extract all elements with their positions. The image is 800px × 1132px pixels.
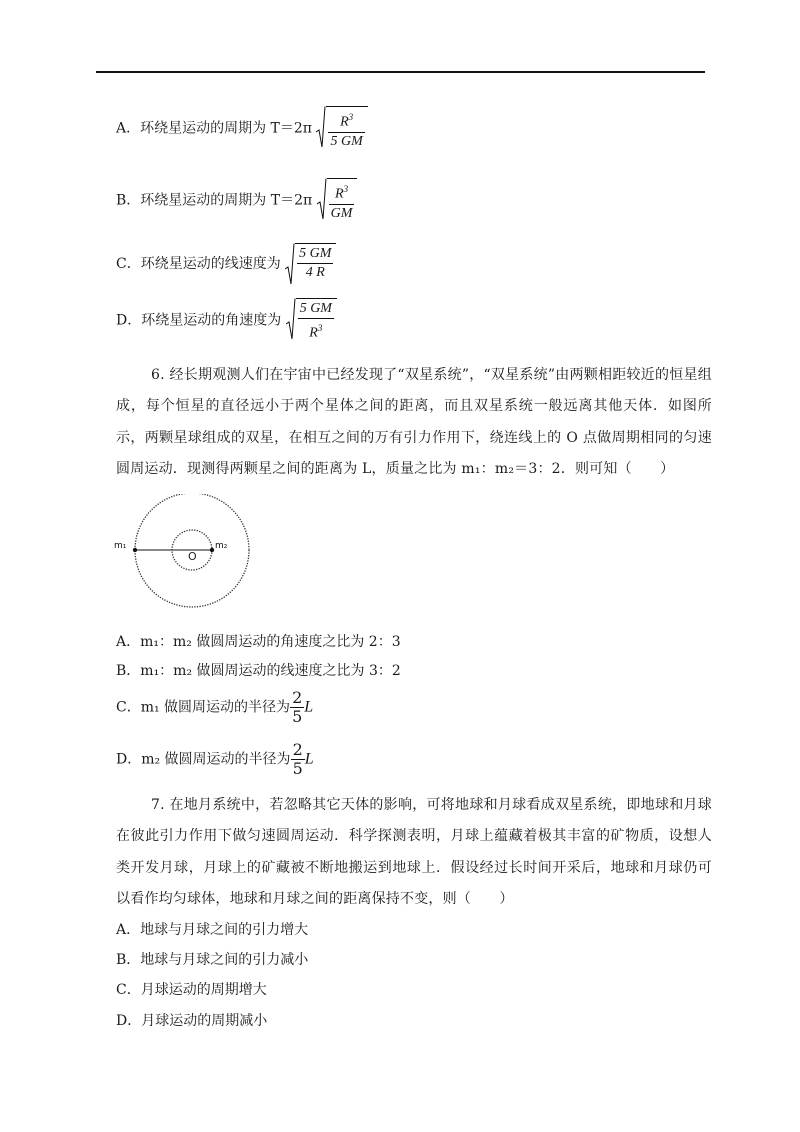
q6-option-d-label: D．m₂ 做圆周运动的半径为 [116, 751, 291, 768]
q5-option-d-label: D．环绕星运动的角速度为 [116, 312, 282, 329]
q6-option-b: B．m₁：m₂ 做圆周运动的线速度之比为 3：2 [116, 663, 401, 679]
fraction-numerator: 2 [292, 688, 303, 707]
q5-option-a [116, 106, 368, 151]
q5-b-numerator: $R^3$ [329, 180, 355, 205]
q6-option-d [116, 741, 314, 778]
q5-option-b-label: B．环绕星运动的周期为 T＝2π [116, 192, 313, 209]
variable-l: L [304, 750, 314, 768]
m1-label: m₁ [114, 541, 127, 551]
q7-option-d: D．月球运动的周期减小 [116, 1013, 268, 1029]
variable-l: L [304, 698, 314, 716]
m2-label: m₂ [215, 541, 228, 551]
sqrt-expression [286, 298, 337, 343]
q5-c-numerator: 5 GM [297, 245, 333, 264]
q6-option-c-label: C．m₁ 做圆周运动的半径为 [116, 699, 291, 716]
q6-option-c [116, 689, 313, 726]
q5-d-denominator: $R^3$ [309, 323, 323, 341]
q5-option-c [116, 243, 336, 285]
q5-b-denominator: GM [330, 205, 353, 221]
fraction-denominator: 5 [292, 707, 303, 726]
q5-option-a-label: A．环绕星运动的周期为 T＝2π [116, 120, 313, 137]
q5-option-b [116, 178, 357, 223]
q5-a-denominator: 5 GM [330, 133, 363, 149]
q7-stem: 7. 在地月系统中，若忽略其它天体的影响，可将地球和月球看成双星系统，即地球和月球在彼此引力作用下做匀速圆周运动．科学探测表明，月球上蕴藏着极其丰富的矿物质，设想人类开发月球，月球上的矿藏被不断地搬运到地球上．假设经过长时间开采后，地球和月球仍可以看作均匀球体，地球和月球之间的距离保持不变，则（ ） [116, 797, 712, 908]
header-rule [96, 71, 705, 73]
q7-option-b: B．地球与月球之间的引力减小 [116, 952, 309, 968]
q7-option-c: C．月球运动的周期增大 [116, 982, 267, 998]
sqrt-expression [285, 243, 336, 285]
q7-option-a: A．地球与月球之间的引力增大 [116, 922, 309, 938]
q5-option-c-label: C．环绕星运动的线速度为 [116, 256, 281, 272]
fraction-denominator: 5 [292, 759, 303, 778]
q5-d-numerator: 5 GM [298, 300, 334, 319]
q5-c-denominator: 4 R [305, 265, 325, 280]
sqrt-expression [316, 106, 367, 151]
fraction [291, 741, 305, 778]
fraction [290, 689, 304, 726]
q5-a-numerator: $R^3$ [328, 108, 364, 133]
m2-star [210, 548, 214, 552]
q6-option-a: A．m₁：m₂ 做圆周运动的角速度之比为 2：3 [116, 634, 401, 650]
q6-stem: 6. 经长期观测人们在宇宙中已经发现了“双星系统”，“双星系统”由两颗相距较近的恒星组成，每个恒星的直径远小于两个星体之间的距离，而且双星系统一般远离其他天体．如图所示，两颗星球组成的双星，在相互之间的万有引力作用下，绕连线上的 O 点做周期相同的匀速圆周运动．现测得两颗星之间的距离为 L，质量之比为 m₁：m₂＝3：2．则可知（ ） [116, 367, 712, 478]
binary-star-diagram [112, 494, 257, 610]
center-o-label: O [188, 550, 197, 563]
q5-option-d [116, 298, 337, 343]
fraction-numerator: 2 [292, 740, 303, 759]
sqrt-expression [317, 178, 358, 223]
m1-star [133, 548, 137, 552]
